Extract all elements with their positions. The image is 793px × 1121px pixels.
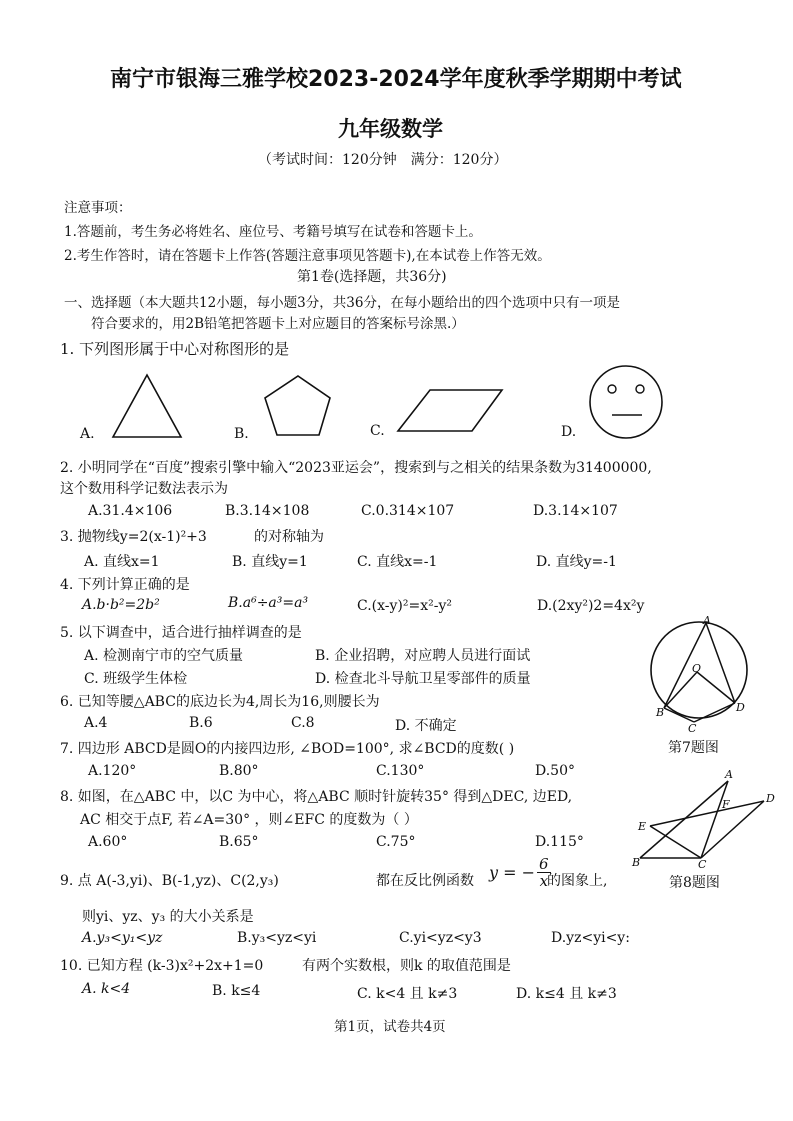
q10-stem-b: 有两个实数根，则k 的取值范围是 (302, 958, 511, 974)
q5-option-a[interactable]: A. 检测南宁市的空气质量 (84, 648, 244, 664)
q1-option-c[interactable]: C. (370, 423, 385, 439)
q6-option-d[interactable]: D. 不确定 (395, 718, 457, 734)
q3-stem-b: 的对称轴为 (254, 529, 324, 545)
q10-stem-a: 10. 已知方程 (k-3)x²+2x+1=0 (60, 958, 264, 974)
q10-option-c[interactable]: C. k<4 且 k≠3 (357, 986, 458, 1002)
q2-stem-line2: 这个数用科学记数法表示为 (60, 481, 228, 497)
q6-option-b[interactable]: B.6 (189, 715, 213, 731)
section-instruction-1: 一、选择题（本大题共12小题，每小题3分，共36分，在每小题给出的四个选项中只有一项是 (64, 295, 620, 311)
q5-option-d[interactable]: D. 检查北斗导航卫星零部件的质量 (315, 671, 531, 687)
q8-option-d[interactable]: D.115° (535, 834, 584, 850)
q3-option-a[interactable]: A. 直线x=1 (84, 554, 160, 570)
q10-option-a[interactable]: A. k<4 (82, 981, 131, 997)
section-heading: 第1卷(选择题，共36分) (297, 269, 447, 285)
q6-stem: 6. 已知等腰△ABC的底边长为4,周长为16,则腰长为 (60, 694, 380, 710)
fig7-label-o: O (692, 662, 702, 675)
q2-option-c[interactable]: C.0.314×107 (361, 503, 455, 519)
notice-item-2: 2.考生作答时，请在答题卡上作答(答题注意事项见答题卡),在本试卷上作答无效。 (64, 248, 551, 264)
q3-stem-a: 3. 抛物线y=2(x-1)²+3 (60, 529, 207, 545)
fig7-label-a: A (703, 614, 711, 627)
q9-stem-a: 9. 点 A(-3,yi)、B(-1,yz)、C(2,y₃) (60, 873, 279, 889)
q5-stem: 5. 以下调查中，适合进行抽样调查的是 (60, 625, 302, 641)
q1-option-a[interactable]: A. (80, 426, 95, 442)
q9-option-a[interactable]: A.y₃<y₁<yz (82, 930, 163, 946)
q4-stem: 4. 下列计算正确的是 (60, 577, 190, 593)
q9-option-d[interactable]: D.yz<yi<y: (551, 930, 630, 946)
q9-stem-c: 的图象上, (547, 873, 608, 889)
q10-option-b[interactable]: B. k≤4 (212, 983, 261, 999)
q9-function-lhs: y = − (489, 863, 536, 882)
q8-option-a[interactable]: A.60° (88, 834, 128, 850)
exam-subtitle: 九年级数学 (338, 117, 443, 141)
q3-option-b[interactable]: B. 直线y=1 (232, 554, 308, 570)
q9-stem-b: 都在反比例函数 (376, 873, 474, 889)
q5-option-b[interactable]: B. 企业招聘，对应聘人员进行面试 (315, 648, 531, 664)
q8-option-c[interactable]: C.75° (376, 834, 416, 850)
fig8-label-c: C (698, 858, 707, 871)
q6-option-a[interactable]: A.4 (84, 715, 108, 731)
q10-option-d[interactable]: D. k≤4 且 k≠3 (516, 986, 617, 1002)
fig7-caption: 第7题图 (668, 740, 719, 756)
fig8-label-d: D (766, 792, 775, 805)
q2-option-a[interactable]: A.31.4×106 (88, 503, 173, 519)
fig8-label-f: F (722, 798, 730, 811)
q2-stem-line1: 2. 小明同学在“百度”搜索引擎中输入“2023亚运会”，搜索到与之相关的结果条数为31400000, (60, 460, 652, 476)
q1-option-b[interactable]: B. (234, 426, 249, 442)
q9-stem-line2: 则yi、yz、y₃ 的大小关系是 (82, 909, 254, 925)
q7-stem: 7. 四边形 ABCD是圆O的内接四边形, ∠BOD=100°, 求∠BCD的度数( ) (60, 741, 515, 757)
q7-option-d[interactable]: D.50° (535, 763, 575, 779)
q2-option-b[interactable]: B.3.14×108 (225, 503, 310, 519)
fig7-label-c: C (688, 722, 697, 735)
q6-option-c[interactable]: C.8 (291, 715, 315, 731)
q1-stem: 1. 下列图形属于中心对称图形的是 (60, 340, 290, 358)
notice-heading: 注意事项： (64, 200, 132, 216)
q1-option-d[interactable]: D. (561, 424, 577, 440)
exam-title: 南宁市银海三雅学校2023-2024学年度秋季学期期中考试 (110, 67, 682, 92)
q4-option-a[interactable]: A.b·b²=2b² (82, 597, 160, 613)
fig8-label-a: A (725, 768, 733, 781)
q9-fraction-denominator: x (539, 872, 549, 890)
q2-option-d[interactable]: D.3.14×107 (533, 503, 618, 519)
q9-option-c[interactable]: C.yi<yz<y3 (399, 930, 482, 946)
exam-info: （考试时间：120分钟 满分：120分） (258, 152, 508, 168)
fig7-label-d: D (736, 701, 745, 714)
q8-stem-line1: 8. 如图，在△ABC 中，以C 为中心，将△ABC 顺时针旋转35° 得到△DEC, 边ED, (60, 789, 573, 805)
q8-stem-line2: AC 相交于点F, 若∠A=30° ，则∠EFC 的度数为（ ） (80, 812, 418, 828)
q3-option-c[interactable]: C. 直线x=-1 (357, 554, 438, 570)
q7-option-c[interactable]: C.130° (376, 763, 425, 779)
q4-option-d[interactable]: D.(2xy²)2=4x²y (537, 598, 645, 614)
fig8-label-e: E (638, 820, 647, 833)
q4-option-c[interactable]: C.(x-y)²=x²-y² (357, 598, 452, 614)
section-instruction-2: 符合要求的，用2B铅笔把答题卡上对应题目的答案标号涂黑.） (91, 316, 465, 332)
page-footer: 第1页，试卷共4页 (334, 1019, 446, 1035)
q7-option-a[interactable]: A.120° (88, 763, 137, 779)
fig7-label-b: B (656, 706, 665, 719)
q8-option-b[interactable]: B.65° (219, 834, 259, 850)
q4-option-b[interactable]: B.a⁶÷a³=a³ (228, 595, 309, 611)
q3-option-d[interactable]: D. 直线y=-1 (536, 554, 617, 570)
q9-function (489, 856, 551, 889)
fig8-caption: 第8题图 (669, 875, 720, 891)
q5-option-c[interactable]: C. 班级学生体检 (84, 671, 188, 687)
q9-option-b[interactable]: B.y₃<yz<yi (237, 930, 317, 946)
q7-option-b[interactable]: B.80° (219, 763, 259, 779)
notice-item-1: 1.答题前，考生务必将姓名、座位号、考籍号填写在试卷和答题卡上。 (64, 224, 482, 240)
fig8-label-b: B (632, 856, 641, 869)
q9-fraction-numerator: 6 (539, 855, 549, 873)
